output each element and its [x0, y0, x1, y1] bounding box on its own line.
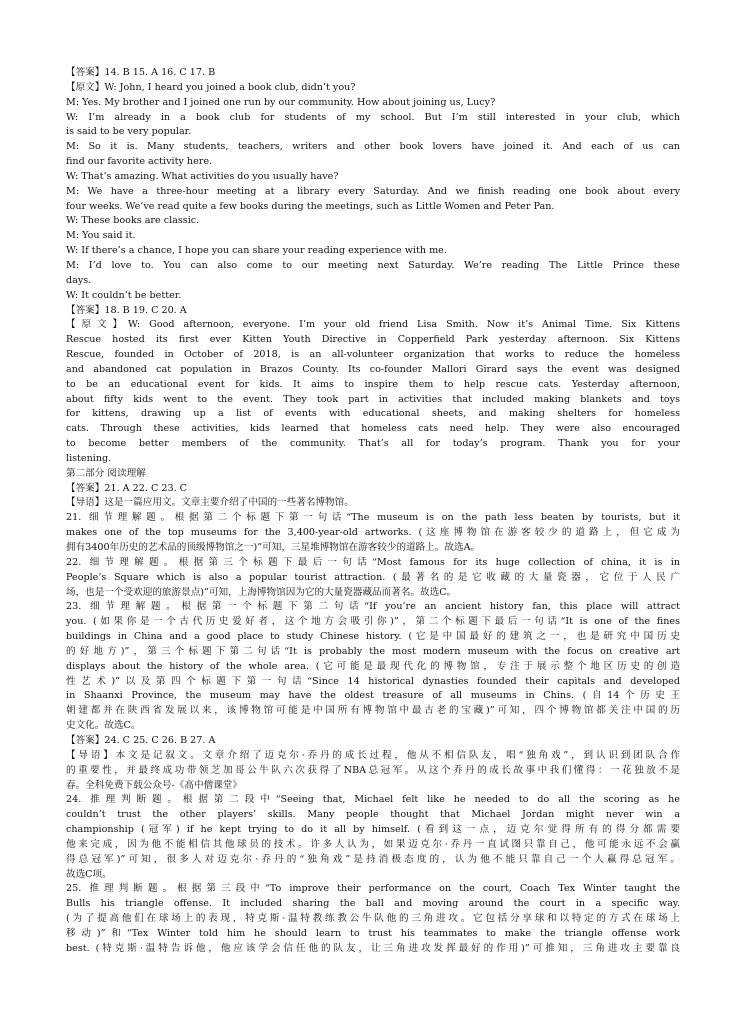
text-line: is said to be very popular. [66, 126, 192, 138]
text-line: best. (特克斯·温特告诉他，他应该学会信任他的队友，让三角进攻发挥最好的作用)”可推知，三角进攻主要靠良 [66, 942, 680, 954]
text-line: W: These books are classic. [66, 215, 200, 227]
text-line: to become better members of the community. That’s all for today’s program. Thank you for your [66, 438, 680, 450]
text-line: in Shaanxi Province, the museum may have the oldest treasure of all museums in Chins. (自14个历史王 [66, 690, 680, 702]
text-line: W: I’m already in a book club for students of my school. But I’m still interested in your club, which [66, 111, 680, 123]
text-line: W: That’s amazing. What activities do you usually have? [66, 170, 339, 182]
text-line: 得总冠军)”可知，很多人对迈克尔·乔丹的“独角戏”是持消极态度的，认为他不能只靠自己一个人赢得总冠军。 [66, 853, 680, 865]
text-line: 第二部分 阅读理解 [66, 467, 146, 479]
text-line: about fifty kids went to the event. They took part in activities that included making blankets and toys [66, 393, 680, 405]
text-line: 史文化。故选C。 [66, 720, 141, 732]
text-line: 21. 细节理解题。根据第二个标题下第一句话“The museum is on the path less beaten by tourists, but it [66, 512, 680, 524]
text-line: 【原文】W: Good afternoon, everyone. I’m your old friend Lisa Smith. Now it’s Animal Time. Six Kittens [66, 319, 680, 331]
text-line: championship (冠军) if he kept trying to do it all by himself. (看到这一点，迈克尔觉得所有的得分都需要 [66, 824, 680, 836]
text-line: M: Yes. My brother and I joined one run by our community. How about joining us, Lucy? [66, 96, 496, 108]
text-line: 移动)”和“Tex Winter told him he should learn to trust his teammates to make the triangle offense work [66, 927, 680, 939]
text-line: M: You said it. [66, 230, 136, 242]
text-line: 22. 细节理解题。根据第三个标题下最后一句话“Most famous for its huge collection of china, it is in [66, 556, 680, 568]
text-line: 的重要性，并最终成功带领芝加哥公牛队六次获得了NBA总冠军。从这个乔丹的成长故事中我们懂得：一花独放不是 [66, 764, 680, 776]
text-line: displays about the history of the whole area. (它可能是最现代化的博物馆，专注于展示整个地区历史的创造 [66, 660, 680, 672]
text-line: couldn’t trust the other players’ skills. Many people thought that Michael Jordan might never win a [66, 809, 680, 821]
text-line: M: So it is. Many students, teachers, writers and other book lovers have joined it. And each of us can [66, 141, 680, 153]
text-line: 【答案】18. B 19. C 20. A [66, 304, 187, 316]
text-line: W: If there’s a chance, I hope you can share your reading experience with me. [66, 245, 447, 257]
text-line: and abandoned cat population in Brazos County. Its co-founder Mallori Girard says the event was designed [66, 363, 680, 375]
text-line: 拥有3400年历史的艺术品的顶级博物馆之一)”可知，三星堆博物馆在游客较少的道路上。故选A。 [66, 542, 481, 553]
text-line: four weeks. We’ve read quite a few books during the meetings, such as Little Women and Peter Pan. [66, 200, 555, 212]
text-line: 场，也是一个受欢迎的旅游景点)”可知，上海博物馆因为它的大量瓷器藏品而著名。故选C。 [66, 586, 457, 598]
text-line: you. (如果你是一个古代历史爱好者，这个地方会吸引你)”，第二个标题下最后一句话“It is one of the fines [66, 616, 680, 628]
text-line: makes one of the top museums for the 3,400-year-old artworks. (这座博物馆在游客较少的道路上，但它成为 [66, 527, 680, 539]
text-line: 23. 细节理解题。根据第一个标题下第二句话“If you’re an ancient history fan, this place will attract [66, 601, 680, 613]
text-line: (为了提高他们在球场上的表现，特克斯·温特教练教公牛队他的三角进攻。它包括分享球和以特定的方式在球场上 [66, 913, 680, 925]
text-line: 【导语】本文是记叙文。文章介绍了迈克尔·乔丹的成长过程，他从不相信队友，唱“独角戏”，到认识到团队合作 [66, 749, 680, 761]
text-line: Rescue hosted its first ever Kitten Youth Directive in Copperfield Park yesterday afternoon. Six Kittens [66, 334, 680, 346]
text-line: 25. 推理判断题。根据第三段中“To improve their performance on the court, Coach Tex Winter taught the [66, 883, 680, 895]
text-line: Rescue, founded in October of 2018, is an all-volunteer organization that works to reduce the homeless [66, 349, 680, 361]
text-line: 故选C项。 [66, 868, 112, 880]
text-line: days. [66, 274, 92, 286]
text-line: 【导语】这是一篇应用文。文章主要介绍了中国的一些著名博物馆。 [66, 497, 354, 509]
text-line: 他来完成，因为他不能相信其他球员的技术。许多人认为，如果迈克尔·乔丹一直试图只靠自己，他可能永远不会赢 [66, 838, 680, 850]
text-line: M: I’d love to. You can also come to our meeting next Saturday. We’re reading The Little Prince these [66, 259, 680, 271]
text-line: for kittens, drawing up a list of events with educational sheets, and making shelters for homeless [66, 408, 680, 420]
text-line: buildings in China and a good place to study Chinese history. (它是中国最好的建筑之一，也是研究中国历史 [66, 631, 680, 643]
text-line: M: We have a three-hour meeting at a library every Saturday. And we finish reading one book about every [66, 185, 680, 197]
text-line: 【答案】14. B 15. A 16. C 17. B [66, 67, 216, 78]
text-line: 朝建都并在陕西省发展以来，该博物馆可能是中国所有博物馆中最古老的宝藏)”可知，四个博物馆都关注中国的历 [66, 705, 680, 717]
text-line: cats. Through these activities, kids learned that homeless cats need help. They were also encouraged [66, 423, 680, 435]
text-line: People’s Square which is also a popular tourist attraction. (最著名的是它收藏的大量瓷器，它位于人民广 [66, 571, 680, 583]
text-line: 【原文】W: John, I heard you joined a book club, didn’t you? [66, 81, 356, 93]
text-line: 性艺术)”以及第四个标题下第一句话“Since 14 historical dynasties founded their capitals and developed [66, 675, 680, 687]
text-line: 春。全科免费下载公众号-《高中僧课堂》 [66, 779, 242, 791]
text-line: 【答案】24. C 25. C 26. B 27. A [66, 734, 216, 746]
text-line: to be an educational event for kids. It aims to inspire them to help rescue cats. Yesterday afternoon, [66, 378, 680, 390]
text-line: W: It couldn’t be better. [66, 289, 182, 301]
text-line: 【答案】21. A 22. C 23. C [66, 482, 188, 494]
text-line: 24. 推理判断题。根据第二段中“Seeing that, Michael felt like he needed to do all the scoring as he [66, 794, 680, 806]
text-line: listening. [66, 452, 112, 464]
text-line: find our favorite activity here. [66, 156, 213, 168]
document-body [66, 66, 680, 957]
text-line: Bulls his triangle offense. It included sharing the ball and moving around the court in a specific way. [66, 898, 680, 910]
text-line: 的好地方)”，第三个标题下第二句话“It is probably the most modern museum with the focus on creative art [66, 645, 680, 657]
